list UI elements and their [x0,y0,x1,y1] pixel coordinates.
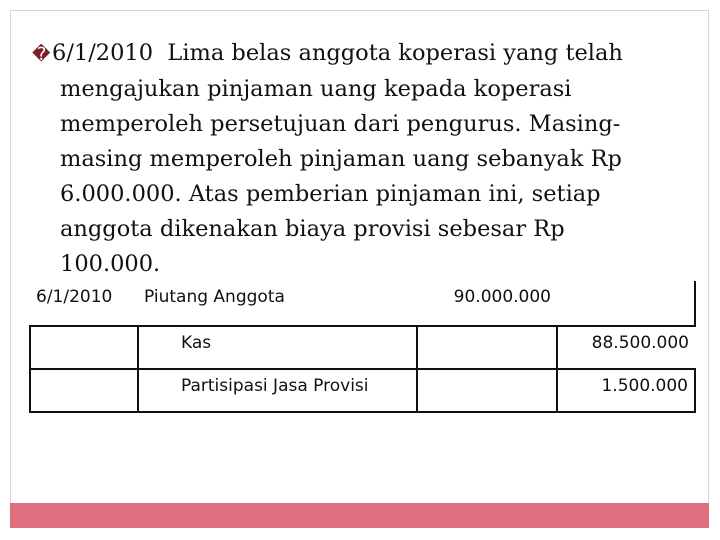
journal-credit [557,281,695,326]
bullet-date: 6/1/2010 [52,40,154,66]
bullet-paragraph [32,36,682,282]
slide-footer-bar [10,503,709,528]
bullet-text-line: Lima belas anggota koperasi yang telah [167,40,623,66]
bullet-text-line: anggota dikenakan biaya provisi sebesar Rp [60,216,565,242]
bullet-text-line: 100.000. [60,251,161,277]
journal-account: Piutang Anggota [144,287,285,307]
journal-debit: 90.000.000 [453,287,551,307]
table-row [30,281,695,326]
journal-account [138,369,417,412]
journal-account-label: Kas [181,333,212,353]
bullet-text-line: mengajukan pinjaman uang kepada koperasi [60,76,572,102]
journal-account-label: Partisipasi Jasa Provisi [181,376,369,396]
journal-date: 6/1/2010 [36,287,113,307]
journal-account [138,326,417,369]
table-row [30,326,695,369]
journal-credit: 1.500.000 [557,369,695,412]
square-bullet-icon: � [32,44,51,65]
bullet-first-line [32,36,682,72]
journal-table [29,281,696,413]
bullet-text-line: 6.000.000. Atas pemberian pinjaman ini, setiap [60,181,601,207]
journal-credit: 88.500.000 [591,333,689,353]
bullet-text-line: memperoleh persetujuan dari pengurus. Masing- [60,111,621,137]
table-row [30,369,695,412]
journal-debit [417,369,557,412]
journal-date [30,326,138,369]
bullet-text-line: masing memperoleh pinjaman uang sebanyak Rp [60,146,622,172]
journal-debit [417,326,557,369]
journal-date [30,369,138,412]
